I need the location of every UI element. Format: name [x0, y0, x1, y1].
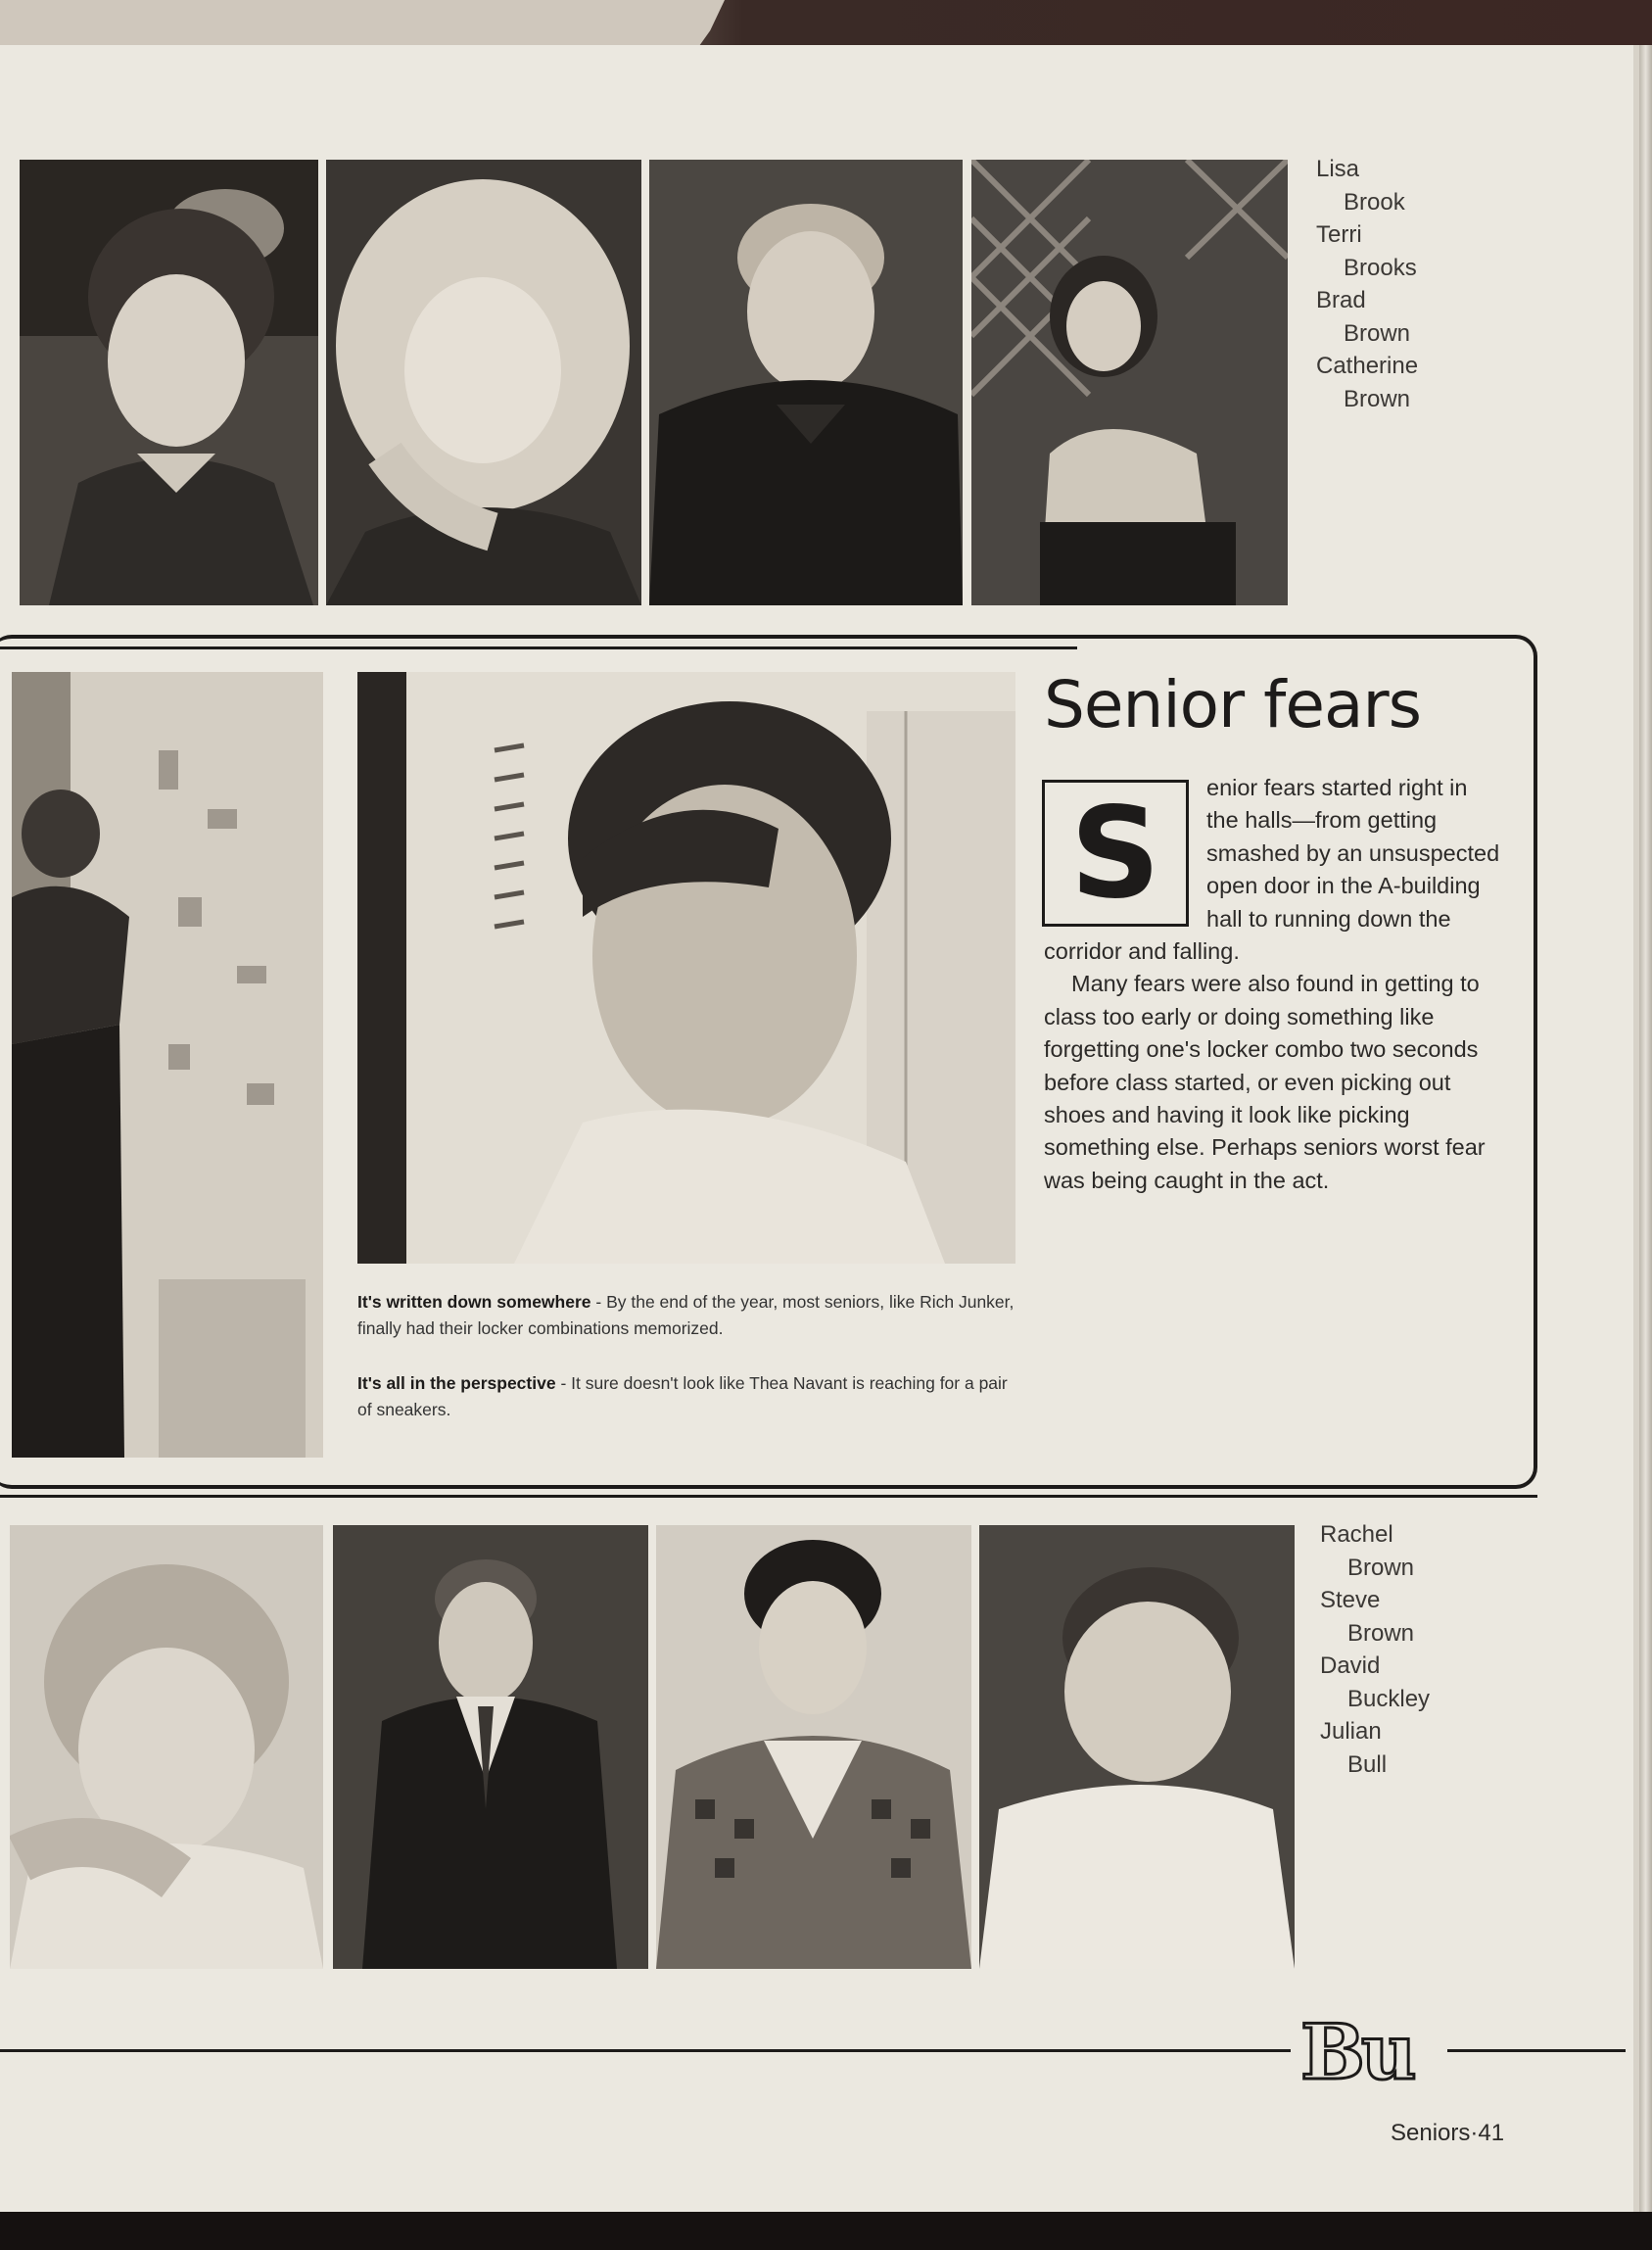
caption-perspective	[357, 1370, 1023, 1423]
portrait-david-buckley	[656, 1525, 971, 1969]
first-name: Terri	[1316, 221, 1362, 248]
photo-rich-junker	[357, 672, 1015, 1264]
first-name: Julian	[1320, 1718, 1382, 1745]
caption-title: It's all in the perspective	[357, 1373, 556, 1393]
dropcap: S	[1042, 780, 1189, 927]
portrait-terri-brooks	[326, 160, 641, 605]
last-name: Brown	[1344, 319, 1411, 347]
last-name: Brown	[1344, 385, 1411, 412]
section-rule-bottom	[0, 1495, 1537, 1498]
portrait-brad-brown	[649, 160, 963, 605]
page-edge	[1639, 45, 1652, 2212]
page-folio: Seniors·41	[1391, 2120, 1505, 2146]
names-top-row	[1316, 153, 1418, 415]
caption-text: - By the end of the year, most seniors, like Rich Junker, finally had their locker combinations memorized.	[357, 1292, 1015, 1338]
story-paragraph: enior fears started right in the halls—from getting smashed by an unsuspected open door in the A-building hall to running down the corridor and falling.	[1044, 775, 1500, 965]
last-name: Buckley	[1347, 1685, 1431, 1712]
section-letters-logo	[1291, 2012, 1447, 2090]
first-name: Brad	[1316, 287, 1366, 313]
last-name: Brown	[1347, 1554, 1415, 1581]
portrait-catherine-brown	[971, 160, 1288, 605]
last-name: Bull	[1347, 1750, 1388, 1778]
caption-title: It's written down somewhere	[357, 1292, 591, 1312]
portrait-steve-brown	[333, 1525, 648, 1969]
photo-thea-navant	[12, 672, 323, 1458]
first-name: Catherine	[1316, 353, 1419, 379]
portrait-rachel-brown	[10, 1525, 323, 1969]
caption-text: - It sure doesn't look like Thea Navant is reaching for a pair of sneakers.	[357, 1373, 1008, 1419]
portrait-lisa-brook	[20, 160, 318, 605]
last-name: Brown	[1347, 1619, 1415, 1647]
first-name: Lisa	[1316, 156, 1360, 182]
bottom-binding-strip	[0, 2212, 1652, 2250]
last-name: Brook	[1344, 188, 1405, 215]
last-name: Brooks	[1344, 254, 1417, 281]
portrait-julian-bull	[979, 1525, 1295, 1969]
caption-locker	[357, 1289, 1023, 1342]
first-name: Rachel	[1320, 1521, 1393, 1548]
first-name: Steve	[1320, 1587, 1381, 1613]
feature-headline: Senior fears	[1044, 667, 1421, 742]
first-name: David	[1320, 1652, 1381, 1679]
story-paragraph: Many fears were also found in getting to class too early or doing something like forgetting one's locker combo two seconds before class started, or even picking out shoes and having it look like picking something else. Perhaps seniors worst fear was being caught in the act.	[1044, 971, 1486, 1193]
section-letters: Bu	[1300, 2012, 1413, 2090]
names-bottom-row	[1320, 1518, 1430, 1781]
binding-sticker	[0, 0, 725, 51]
